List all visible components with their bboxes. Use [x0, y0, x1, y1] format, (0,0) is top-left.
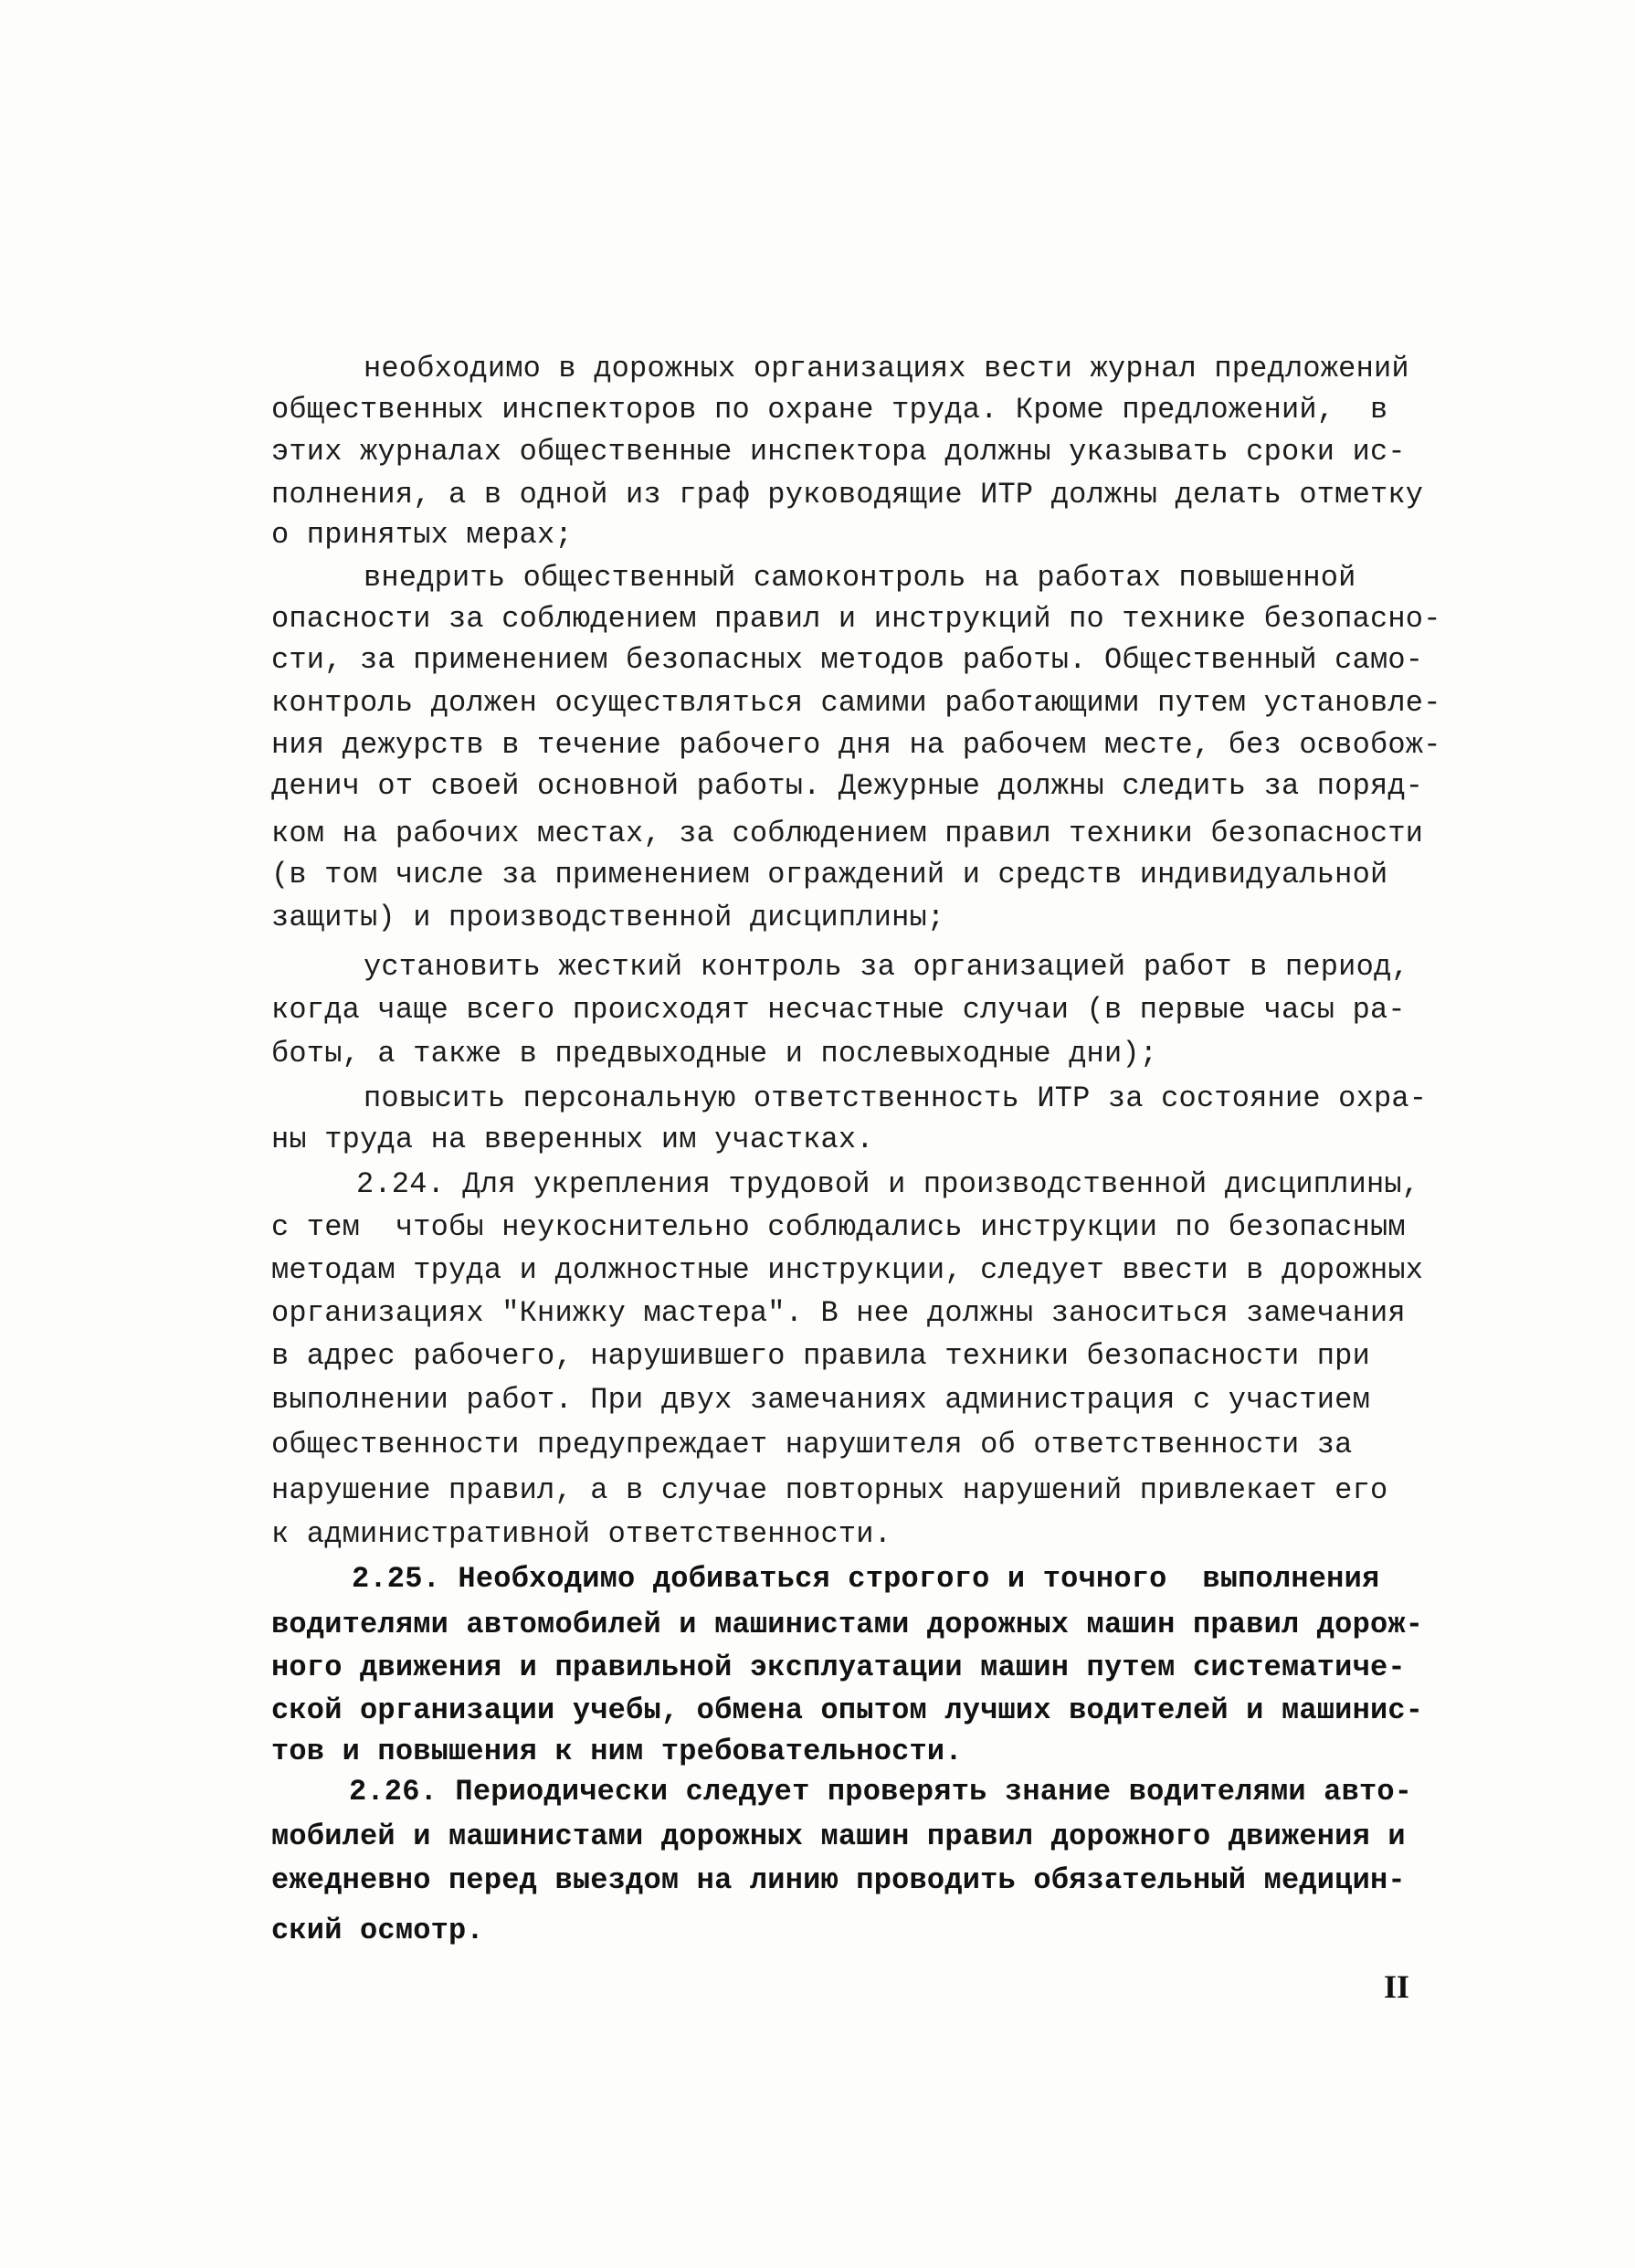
text-line: ком на рабочих местах, за соблюдением правил техники безопасности	[271, 817, 1424, 850]
text-line: организациях "Книжку мастера". В нее должны заноситься замечания	[271, 1296, 1406, 1330]
text-line: водителями автомобилей и машинистами дорожных машин правил дорож-	[271, 1608, 1424, 1641]
text-line: общественности предупреждает нарушителя об ответственности за	[271, 1428, 1353, 1461]
text-line: контроль должен осуществляться самими работающими путем установле-	[271, 686, 1441, 720]
text-line: методам труда и должностные инструкции, следует ввести в дорожных	[271, 1253, 1424, 1287]
text-line: полнения, а в одной из граф руководящие ИТР должны делать отметку	[271, 478, 1424, 512]
text-line: в адрес рабочего, нарушившего правила техники безопасности при	[271, 1339, 1370, 1373]
text-line: необходимо в дорожных организациях вести журнал предложений	[364, 352, 1409, 385]
text-line: выполнении работ. При двух замечаниях администрация с участием	[271, 1383, 1370, 1417]
text-line: 2.26. Периодически следует проверять знание водителями авто-	[349, 1775, 1413, 1809]
text-line: мобилей и машинистами дорожных машин правил дорожного движения и	[271, 1820, 1406, 1853]
text-line: нарушение правил, а в случае повторных нарушений привлекает его	[271, 1473, 1388, 1507]
text-line: ного движения и правильной эксплуатации машин путем систематиче-	[271, 1651, 1406, 1684]
text-line: ежедневно перед выездом на линию проводить обязательный медицин-	[271, 1863, 1406, 1897]
text-line: денич от своей основной работы. Дежурные должны следить за поряд-	[271, 769, 1424, 803]
text-line: о принятых мерах;	[271, 518, 573, 552]
text-line: 2.25. Необходимо добиваться строгого и точного выполнения	[352, 1562, 1380, 1596]
text-line: с тем чтобы неукоснительно соблюдались инструкции по безопасным	[271, 1210, 1406, 1244]
text-line: внедрить общественный самоконтроль на работах повышенной	[364, 561, 1356, 595]
text-line: к административной ответственности.	[271, 1517, 892, 1551]
text-line: (в том числе за применением ограждений и средств индивидуальной	[271, 858, 1388, 891]
page-number: II	[1384, 1968, 1410, 2005]
text-line: опасности за соблюдением правил и инструкций по технике безопасно-	[271, 602, 1441, 636]
text-line: этих журналах общественные инспектора должны указывать сроки ис-	[271, 435, 1406, 469]
text-line: 2.24. Для укрепления трудовой и производственной дисциплины,	[356, 1167, 1420, 1201]
text-line: повысить персональную ответственность ИТР за состояние охра-	[364, 1081, 1428, 1115]
text-line: защиты) и производственной дисциплины;	[271, 901, 945, 934]
text-line: ны труда на вверенных им участках.	[271, 1123, 874, 1156]
text-line: ской организации учебы, обмена опытом лучших водителей и машинис-	[271, 1693, 1424, 1727]
text-line: тов и повышения к ним требовательности.	[271, 1735, 963, 1768]
text-line: боты, а также в предвыходные и послевыходные дни);	[271, 1037, 1158, 1071]
text-line: ния дежурств в течение рабочего дня на рабочем месте, без освобож-	[271, 728, 1441, 762]
text-line: ский осмотр.	[271, 1914, 484, 1947]
text-line: общественных инспекторов по охране труда. Кроме предложений, в	[271, 393, 1388, 427]
text-line: когда чаще всего происходят несчастные случаи (в первые часы ра-	[271, 993, 1406, 1027]
text-line: сти, за применением безопасных методов работы. Общественный само-	[271, 643, 1424, 677]
text-line: установить жесткий контроль за организацией работ в период,	[364, 950, 1409, 984]
